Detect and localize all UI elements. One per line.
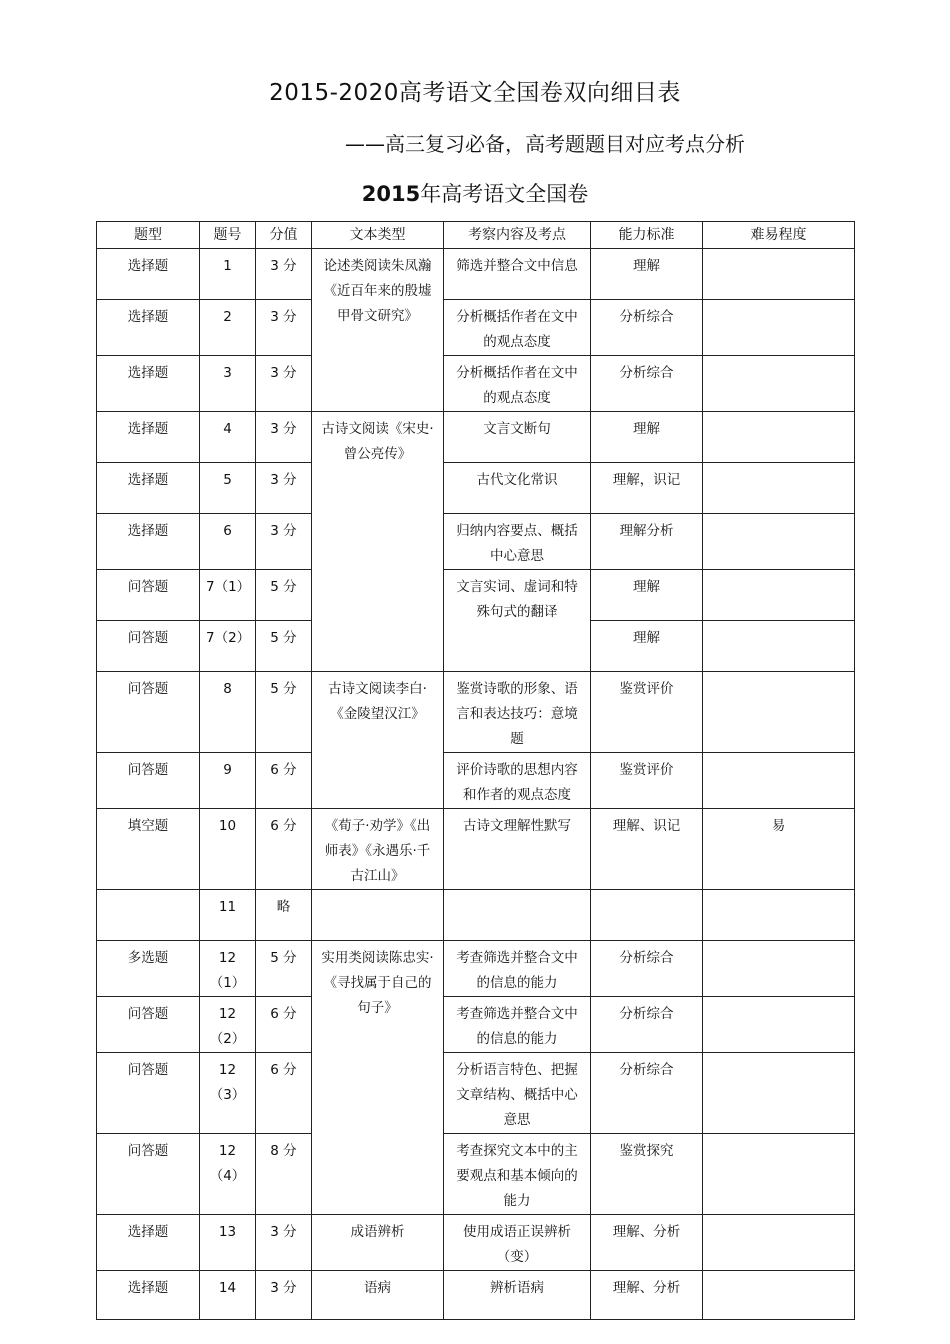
cell-score: 5 分 — [256, 941, 312, 997]
cell-number: 3 — [200, 356, 256, 412]
cell-content: 辨析语病 — [444, 1271, 591, 1320]
cell-type: 选择题 — [97, 514, 200, 570]
cell-content: 分析概括作者在文中的观点态度 — [444, 356, 591, 412]
cell-score: 3 分 — [256, 514, 312, 570]
cell-content: 分析语言特色、把握文章结构、概括中心意思 — [444, 1053, 591, 1134]
cell-type: 选择题 — [97, 300, 200, 356]
cell-score: 3 分 — [256, 1215, 312, 1271]
header-ability: 能力标准 — [591, 222, 703, 249]
cell-score: 5 分 — [256, 570, 312, 621]
section-heading — [0, 178, 950, 208]
cell-difficulty — [703, 570, 855, 621]
table-row — [97, 1053, 855, 1134]
header-type: 题型 — [97, 222, 200, 249]
cell-score: 略 — [256, 890, 312, 941]
cell-ability: 理解 — [591, 249, 703, 300]
cell-score: 3 分 — [256, 412, 312, 463]
cell-difficulty — [703, 997, 855, 1053]
header-difficulty: 难易程度 — [703, 222, 855, 249]
cell-difficulty — [703, 463, 855, 514]
cell-content: 评价诗歌的思想内容和作者的观点态度 — [444, 753, 591, 809]
cell-difficulty — [703, 300, 855, 356]
cell-content: 使用成语正误辨析（变） — [444, 1215, 591, 1271]
cell-type: 选择题 — [97, 1215, 200, 1271]
cell-ability: 分析综合 — [591, 941, 703, 997]
document-subtitle: ——高三复习必备，高考题题目对应考点分析 — [345, 132, 745, 156]
cell-ability: 理解、分析 — [591, 1271, 703, 1320]
cell-text-type: 《荀子·劝学》《出师表》《永遇乐·千古江山》 — [312, 809, 444, 890]
cell-difficulty — [703, 249, 855, 300]
cell-type: 问答题 — [97, 1134, 200, 1215]
table-header-row — [97, 222, 855, 249]
cell-score: 3 分 — [256, 463, 312, 514]
cell-text-type: 论述类阅读朱凤瀚《近百年来的殷墟甲骨文研究》 — [312, 249, 444, 412]
cell-content: 归纳内容要点、概括中心意思 — [444, 514, 591, 570]
cell-ability: 鉴赏评价 — [591, 753, 703, 809]
cell-number: 12（2） — [200, 997, 256, 1053]
cell-text-type — [312, 890, 444, 941]
header-text-type: 文本类型 — [312, 222, 444, 249]
cell-content: 分析概括作者在文中的观点态度 — [444, 300, 591, 356]
cell-difficulty — [703, 412, 855, 463]
cell-number: 11 — [200, 890, 256, 941]
table-row — [97, 570, 855, 621]
table-row — [97, 753, 855, 809]
cell-ability: 分析综合 — [591, 300, 703, 356]
table-row — [97, 941, 855, 997]
cell-ability: 鉴赏探究 — [591, 1134, 703, 1215]
cell-number: 10 — [200, 809, 256, 890]
cell-ability: 理解、识记 — [591, 809, 703, 890]
cell-number: 14 — [200, 1271, 256, 1320]
cell-number: 4 — [200, 412, 256, 463]
cell-score: 8 分 — [256, 1134, 312, 1215]
cell-number: 8 — [200, 672, 256, 753]
cell-type — [97, 890, 200, 941]
table-row — [97, 463, 855, 514]
cell-difficulty — [703, 356, 855, 412]
cell-content: 考查探究文本中的主要观点和基本倾向的能力 — [444, 1134, 591, 1215]
cell-type: 选择题 — [97, 1271, 200, 1320]
cell-content: 文言实词、虚词和特殊句式的翻译 — [444, 570, 591, 672]
cell-ability: 鉴赏评价 — [591, 672, 703, 753]
cell-number: 7（1） — [200, 570, 256, 621]
cell-number: 12（3） — [200, 1053, 256, 1134]
cell-type: 问答题 — [97, 570, 200, 621]
cell-score: 3 分 — [256, 249, 312, 300]
header-number: 题号 — [200, 222, 256, 249]
table-row — [97, 1134, 855, 1215]
cell-number: 6 — [200, 514, 256, 570]
cell-type: 选择题 — [97, 356, 200, 412]
cell-text-type: 古诗文阅读李白·《金陵望汉江》 — [312, 672, 444, 809]
cell-ability: 分析综合 — [591, 1053, 703, 1134]
cell-score: 3 分 — [256, 356, 312, 412]
cell-content: 文言文断句 — [444, 412, 591, 463]
table-row — [97, 514, 855, 570]
table-row — [97, 809, 855, 890]
cell-difficulty — [703, 1271, 855, 1320]
cell-content: 鉴赏诗歌的形象、语言和表达技巧：意境题 — [444, 672, 591, 753]
cell-score: 5 分 — [256, 621, 312, 672]
cell-difficulty — [703, 1053, 855, 1134]
cell-difficulty — [703, 890, 855, 941]
cell-ability: 理解 — [591, 412, 703, 463]
cell-difficulty — [703, 941, 855, 997]
table-row — [97, 997, 855, 1053]
cell-ability — [591, 890, 703, 941]
section-heading-text: 年高考语文全国卷 — [420, 182, 589, 206]
cell-type: 选择题 — [97, 412, 200, 463]
cell-score: 6 分 — [256, 809, 312, 890]
cell-content: 考查筛选并整合文中的信息的能力 — [444, 941, 591, 997]
cell-number: 13 — [200, 1215, 256, 1271]
cell-content: 考查筛选并整合文中的信息的能力 — [444, 997, 591, 1053]
cell-ability: 理解、分析 — [591, 1215, 703, 1271]
document-title: 2015-2020高考语文全国卷双向细目表 — [269, 80, 681, 106]
cell-content — [444, 890, 591, 941]
cell-ability: 分析综合 — [591, 997, 703, 1053]
cell-score: 3 分 — [256, 300, 312, 356]
cell-type: 多选题 — [97, 941, 200, 997]
cell-content: 古代文化常识 — [444, 463, 591, 514]
cell-content: 古诗文理解性默写 — [444, 809, 591, 890]
cell-ability: 理解，识记 — [591, 463, 703, 514]
cell-difficulty: 易 — [703, 809, 855, 890]
table-row — [97, 1271, 855, 1320]
header-score: 分值 — [256, 222, 312, 249]
cell-difficulty — [703, 672, 855, 753]
cell-difficulty — [703, 514, 855, 570]
table-row — [97, 412, 855, 463]
cell-score: 3 分 — [256, 1271, 312, 1320]
table-row — [97, 300, 855, 356]
cell-type: 选择题 — [97, 249, 200, 300]
table-row — [97, 356, 855, 412]
cell-type: 问答题 — [97, 997, 200, 1053]
cell-ability: 理解 — [591, 570, 703, 621]
exam-breakdown-table — [96, 221, 855, 1320]
cell-score: 6 分 — [256, 1053, 312, 1134]
table-row — [97, 249, 855, 300]
cell-text-type: 实用类阅读陈忠实·《寻找属于自己的句子》 — [312, 941, 444, 1215]
cell-difficulty — [703, 1134, 855, 1215]
cell-type: 问答题 — [97, 621, 200, 672]
cell-number: 1 — [200, 249, 256, 300]
table-row — [97, 890, 855, 941]
table-row — [97, 672, 855, 753]
cell-type: 问答题 — [97, 1053, 200, 1134]
table-row — [97, 1215, 855, 1271]
header-content: 考察内容及考点 — [444, 222, 591, 249]
cell-number: 12（1） — [200, 941, 256, 997]
cell-difficulty — [703, 753, 855, 809]
cell-ability: 分析综合 — [591, 356, 703, 412]
cell-content: 筛选并整合文中信息 — [444, 249, 591, 300]
cell-text-type: 古诗文阅读《宋史·曾公亮传》 — [312, 412, 444, 672]
cell-type: 填空题 — [97, 809, 200, 890]
cell-type: 问答题 — [97, 753, 200, 809]
cell-number: 7（2） — [200, 621, 256, 672]
cell-score: 6 分 — [256, 753, 312, 809]
cell-ability: 理解 — [591, 621, 703, 672]
section-year: 2015 — [361, 182, 421, 206]
cell-type: 选择题 — [97, 463, 200, 514]
cell-ability: 理解分析 — [591, 514, 703, 570]
cell-score: 5 分 — [256, 672, 312, 753]
cell-number: 12（4） — [200, 1134, 256, 1215]
cell-number: 5 — [200, 463, 256, 514]
cell-score: 6 分 — [256, 997, 312, 1053]
cell-text-type: 成语辨析 — [312, 1215, 444, 1271]
cell-number: 9 — [200, 753, 256, 809]
cell-number: 2 — [200, 300, 256, 356]
cell-difficulty — [703, 1215, 855, 1271]
cell-text-type: 语病 — [312, 1271, 444, 1320]
cell-difficulty — [703, 621, 855, 672]
cell-type: 问答题 — [97, 672, 200, 753]
